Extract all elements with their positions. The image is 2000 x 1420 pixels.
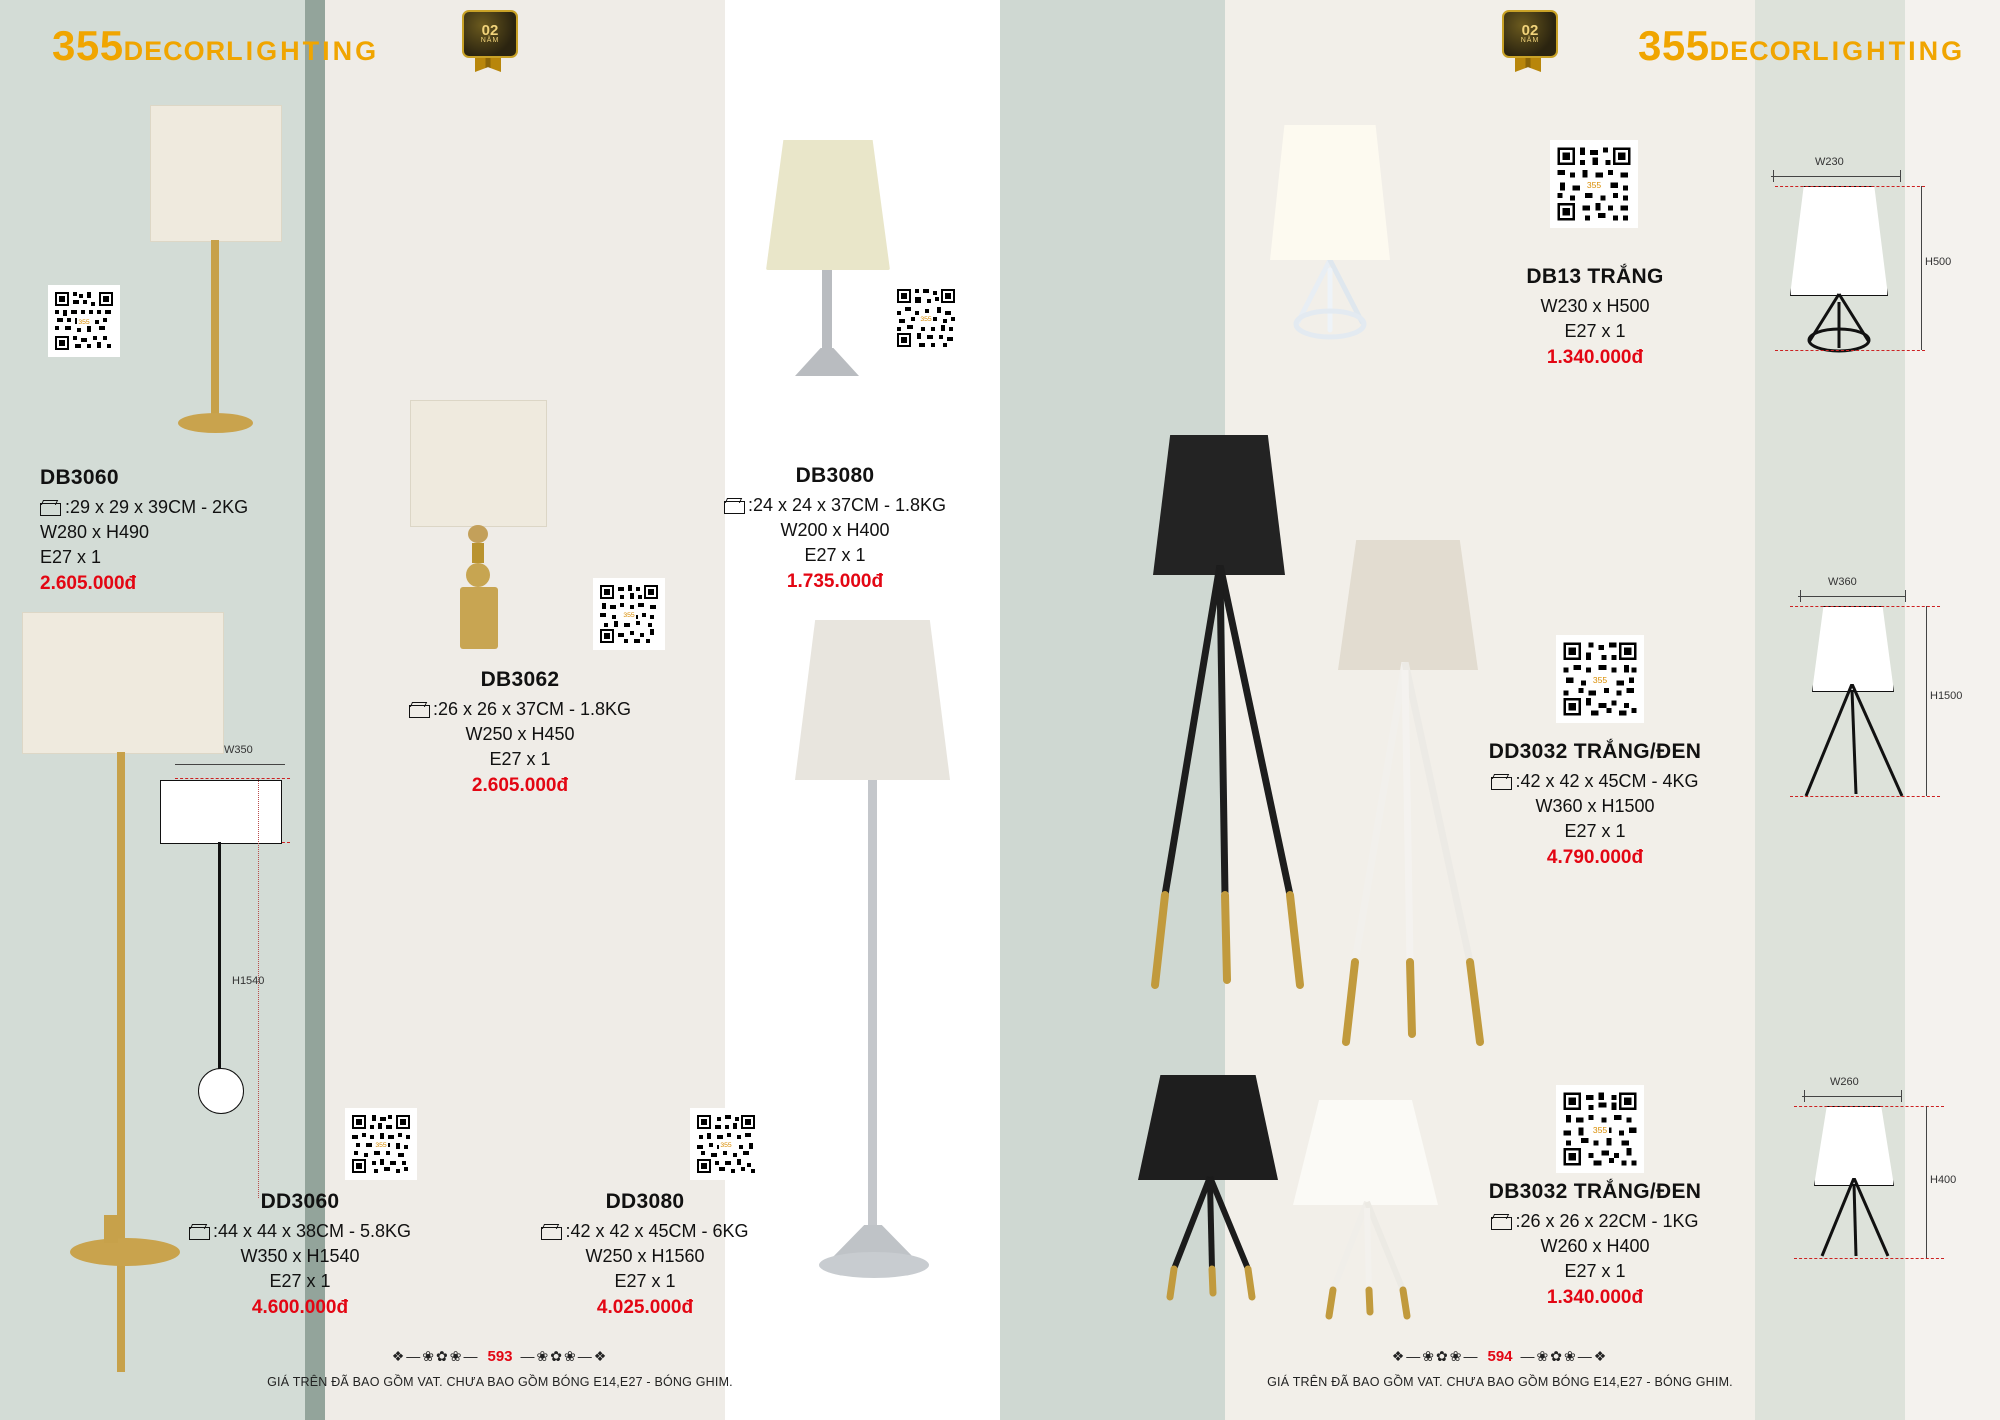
product-photo-db13: [1262, 125, 1412, 395]
product-socket-dd3080: E27 x 1: [614, 1271, 676, 1291]
product-info-dd3060: [160, 1190, 440, 1319]
product-size-db3032: W260 x H400: [1540, 1236, 1650, 1256]
product-socket-db3060: E27 x 1: [40, 547, 102, 567]
tech-height-label-db3032: H400: [1930, 1174, 1957, 1186]
product-info-db3080: [700, 464, 970, 593]
tech-width-label-dd3032: W360: [1828, 576, 1857, 588]
qr-code-db3032[interactable]: [1556, 1085, 1644, 1173]
product-code-db13: DB13 TRẮNG: [1526, 265, 1664, 288]
product-carton-dd3060: [160, 1219, 440, 1244]
product-code-db3062: DB3062: [480, 668, 560, 691]
product-info-db3062: [375, 668, 665, 797]
left-brand-logo: [52, 22, 379, 70]
product-carton-db3060: [40, 495, 300, 520]
product-photo-db3062: [410, 400, 545, 690]
product-size-db13: W230 x H500: [1540, 296, 1650, 316]
carton-text: :44 x 44 x 38CM - 5.8KG: [212, 1221, 412, 1241]
product-socket-dd3060: E27 x 1: [269, 1271, 331, 1291]
left-footer-note: GIÁ TRÊN ĐÃ BAO GỒM VAT. CHƯA BAO GỒM BÓNG E14,E27 - BÓNG GHIM.: [267, 1375, 733, 1389]
left-page-footer: [240, 1348, 760, 1389]
ornament-left: ❖—❀✿❀—: [391, 1348, 480, 1364]
medal-disc-left: [462, 10, 518, 58]
product-carton-db3062: [375, 697, 665, 722]
product-code-dd3032: DD3032 TRẮNG/ĐEN: [1488, 740, 1702, 763]
product-size-db3060: W280 x H490: [40, 522, 150, 542]
product-info-db3060: [40, 466, 300, 595]
svg-text:355: 355: [375, 1142, 387, 1149]
carton-box-icon: [1491, 1214, 1511, 1229]
carton-box-icon: [1491, 774, 1511, 789]
ornament-left-2: ❖—❀✿❀—: [1391, 1348, 1480, 1364]
product-price-db3062: 2.605.000đ: [471, 775, 569, 796]
brand-word-decor-right: DECOR: [1709, 36, 1813, 66]
product-size-db3062: W250 x H450: [465, 724, 575, 744]
product-code-db3060: DB3060: [40, 466, 119, 489]
product-price-dd3080: 4.025.000đ: [596, 1297, 694, 1318]
right-page-footer: [1240, 1348, 1760, 1389]
brand-word-lighting-right: LIGHTING: [1812, 36, 1966, 66]
product-code-dd3080: DD3080: [605, 1190, 685, 1213]
page-number-right: 594: [1487, 1348, 1513, 1365]
product-size-dd3032: W360 x H1500: [1535, 796, 1655, 816]
award-medal-icon-left: [455, 8, 521, 74]
tech-width-label-dd3060: W350: [224, 744, 253, 756]
carton-text: :42 x 42 x 45CM - 4KG: [1515, 771, 1699, 791]
tech-height-label-dd3060: H1540: [232, 975, 265, 987]
award-medal-icon-right: [1495, 8, 1561, 74]
medal-year-left: 02: [481, 21, 499, 39]
product-size-dd3060: W350 x H1540: [240, 1246, 360, 1266]
product-info-dd3032: [1430, 740, 1760, 869]
carton-text: :29 x 29 x 39CM - 2KG: [65, 497, 249, 517]
product-price-dd3032: 4.790.000đ: [1546, 847, 1644, 868]
carton-text: :26 x 26 x 37CM - 1.8KG: [432, 699, 632, 719]
product-info-dd3080: [505, 1190, 785, 1319]
product-code-dd3060: DD3060: [260, 1190, 340, 1213]
brand-number: 355: [52, 22, 124, 69]
svg-text:355: 355: [78, 319, 90, 326]
product-code-db3080: DB3080: [795, 464, 875, 487]
product-info-db13: [1450, 265, 1740, 369]
product-carton-db3032: [1430, 1209, 1760, 1234]
page-number-left: 593: [487, 1348, 513, 1365]
product-code-db3032: DB3032 TRẮNG/ĐEN: [1488, 1180, 1702, 1203]
tech-drawing-dd3032: [1750, 576, 1963, 810]
brand-word-decor: DECOR: [123, 36, 227, 66]
svg-text:355: 355: [920, 316, 932, 323]
medal-label-left: NĂM: [480, 36, 500, 44]
product-size-dd3080: W250 x H1560: [585, 1246, 705, 1266]
product-carton-dd3080: [505, 1219, 785, 1244]
qr-code-dd3080[interactable]: [690, 1108, 762, 1180]
carton-box-icon: [409, 702, 429, 717]
product-photo-dd3080: [785, 620, 955, 1320]
svg-text:355: 355: [1586, 179, 1602, 190]
svg-text:355: 355: [1592, 1124, 1608, 1135]
right-footer-note: GIÁ TRÊN ĐÃ BAO GỒM VAT. CHƯA BAO GỒM BÓNG E14,E27 - BÓNG GHIM.: [1267, 1375, 1733, 1389]
carton-text: :26 x 26 x 22CM - 1KG: [1515, 1211, 1699, 1231]
product-price-db13: 1.340.000đ: [1546, 347, 1644, 368]
product-price-db3060: 2.605.000đ: [40, 573, 137, 594]
tech-height-label-dd3032: H1500: [1930, 690, 1963, 702]
product-carton-db3080: [700, 493, 970, 518]
carton-text: :24 x 24 x 37CM - 1.8KG: [747, 495, 947, 515]
carton-text: :42 x 42 x 45CM - 6KG: [565, 1221, 749, 1241]
tech-drawing-db3032: [1750, 1076, 1957, 1280]
product-photo-db3080: [748, 140, 908, 460]
qr-code-db3060[interactable]: [48, 285, 120, 357]
qr-code-db13[interactable]: [1550, 140, 1638, 228]
product-carton-dd3032: [1430, 769, 1760, 794]
tech-height-label-db13: H500: [1925, 256, 1952, 268]
floor-lamp-stem-dd3060: [104, 1215, 118, 1243]
tech-drawing-db13: [1745, 156, 1952, 380]
product-price-db3080: 1.735.000đ: [786, 571, 884, 592]
product-socket-db3080: E27 x 1: [804, 545, 866, 565]
medal-disc-right: [1502, 10, 1558, 58]
product-socket-db3062: E27 x 1: [489, 749, 551, 769]
product-socket-dd3032: E27 x 1: [1564, 821, 1626, 841]
product-price-db3032: 1.340.000đ: [1546, 1287, 1644, 1308]
carton-box-icon: [189, 1224, 209, 1239]
product-size-db3080: W200 x H400: [780, 520, 890, 540]
product-socket-db13: E27 x 1: [1564, 321, 1626, 341]
carton-box-icon: [40, 500, 60, 515]
carton-box-icon: [541, 1224, 561, 1239]
qr-code-db3080[interactable]: [890, 282, 962, 354]
medal-year-right: 02: [1521, 21, 1539, 39]
product-photo-db3060: [150, 105, 280, 425]
ornament-right: —❀✿❀—❖: [520, 1348, 609, 1364]
svg-text:355: 355: [1592, 674, 1608, 685]
qr-code-dd3032[interactable]: [1556, 635, 1644, 723]
product-photo-db3032-black: [1120, 1075, 1300, 1305]
product-socket-db3032: E27 x 1: [1564, 1261, 1626, 1281]
tech-width-label-db13: W230: [1815, 156, 1844, 168]
tech-width-label-db3032: W260: [1830, 1076, 1859, 1088]
medal-label-right: NĂM: [1520, 36, 1540, 44]
product-photo-db3032-white: [1275, 1100, 1455, 1320]
qr-code-dd3060[interactable]: [345, 1108, 417, 1180]
qr-code-db3062[interactable]: [593, 578, 665, 650]
svg-text:355: 355: [720, 1142, 732, 1149]
brand-number-right: 355: [1638, 22, 1710, 69]
ornament-right-2: —❀✿❀—❖: [1520, 1348, 1609, 1364]
product-info-db3032: [1430, 1180, 1760, 1309]
svg-text:355: 355: [623, 612, 635, 619]
product-price-dd3060: 4.600.000đ: [251, 1297, 349, 1318]
brand-word-lighting: LIGHTING: [226, 36, 380, 66]
right-brand-logo: [1638, 22, 1965, 70]
carton-box-icon: [724, 498, 744, 513]
